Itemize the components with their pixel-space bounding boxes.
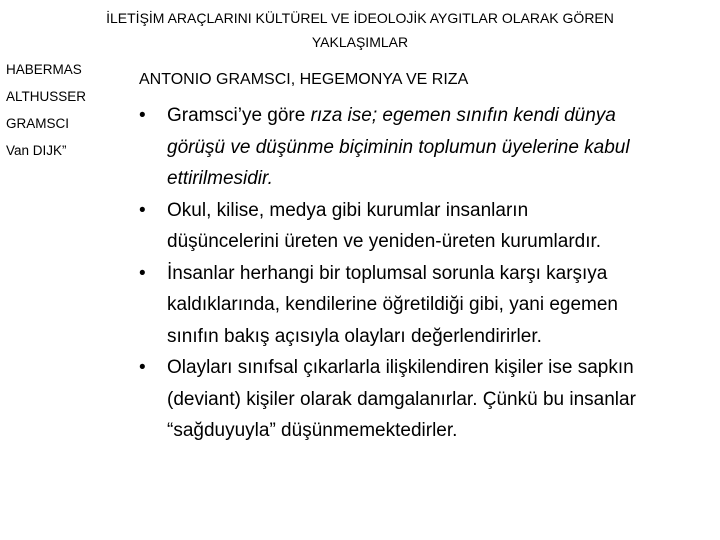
sidebar-item-althusser: ALTHUSSER [6,89,87,104]
bullet-line [167,100,717,132]
bullet-text: düşüncelerini üreten ve yeniden-üreten kurumlardır. [167,231,602,252]
bullet-line [167,384,717,416]
bullet-text-italic: görüşü ve düşünme biçiminin toplumun üyelerine kabul [167,136,630,158]
bullet-line [167,258,717,290]
bullet-line [167,352,717,384]
main-content [137,66,717,447]
bullet-line [167,289,717,321]
bullet-text: “sağduyuyla” düşünmemektedirler. [167,420,458,441]
sidebar-item-gramsci: GRAMSCI [6,116,70,131]
bullet-line [167,226,717,258]
bullet-line [167,132,717,164]
bullet-dot-icon: • [139,199,146,221]
bullet-text: Olayları sınıfsal çıkarlarla ilişkilendiren kişiler ise sapkın [167,357,634,378]
bullet-text: Okul, kilise, medya gibi kurumlar insanların [167,199,529,221]
bullet-text: kaldıklarında, kendilerine öğretildiği gibi, yani egemen [167,294,618,315]
sidebar-item-van-dijk: Van DIJK” [6,143,67,158]
bullet-list [137,100,717,447]
slide-title-line: YAKLAŞIMLAR [311,34,409,50]
bullet-item [137,100,717,195]
bullet-text: İnsanlar herhangi bir toplumsal sorunla karşı karşıya [167,262,608,284]
bullet-line [167,163,717,195]
bullet-item [137,352,717,447]
sidebar-name-list [6,56,116,164]
bullet-line [167,195,717,227]
bullet-text-italic: ettirilmesidir. [167,168,273,189]
bullet-text-italic: rıza ise; egemen sınıfın kendi dünya [310,105,616,126]
bullet-line [167,321,717,353]
bullet-item [137,258,717,353]
sidebar-item-habermas: HABERMAS [6,62,82,77]
bullet-dot-icon: • [139,262,146,284]
bullet-dot-icon: • [139,357,146,378]
slide-title-line: İLETİŞİM ARAÇLARINI KÜLTÜREL VE İDEOLOJİK AYGITLAR OLARAK GÖREN [106,10,614,26]
section-heading: ANTONIO GRAMSCI, HEGEMONYA VE RIZA [139,71,469,88]
bullet-dot-icon: • [139,105,146,126]
slide-title [40,6,680,54]
bullet-item [137,195,717,258]
bullet-text: (deviant) kişiler olarak damgalanırlar. Çünkü bu insanlar [167,388,636,410]
bullet-line [167,415,717,447]
bullet-text: sınıfın bakış açısıyla olayları değerlendirirler. [167,325,542,347]
bullet-text: Gramsci’ye göre [167,105,311,126]
